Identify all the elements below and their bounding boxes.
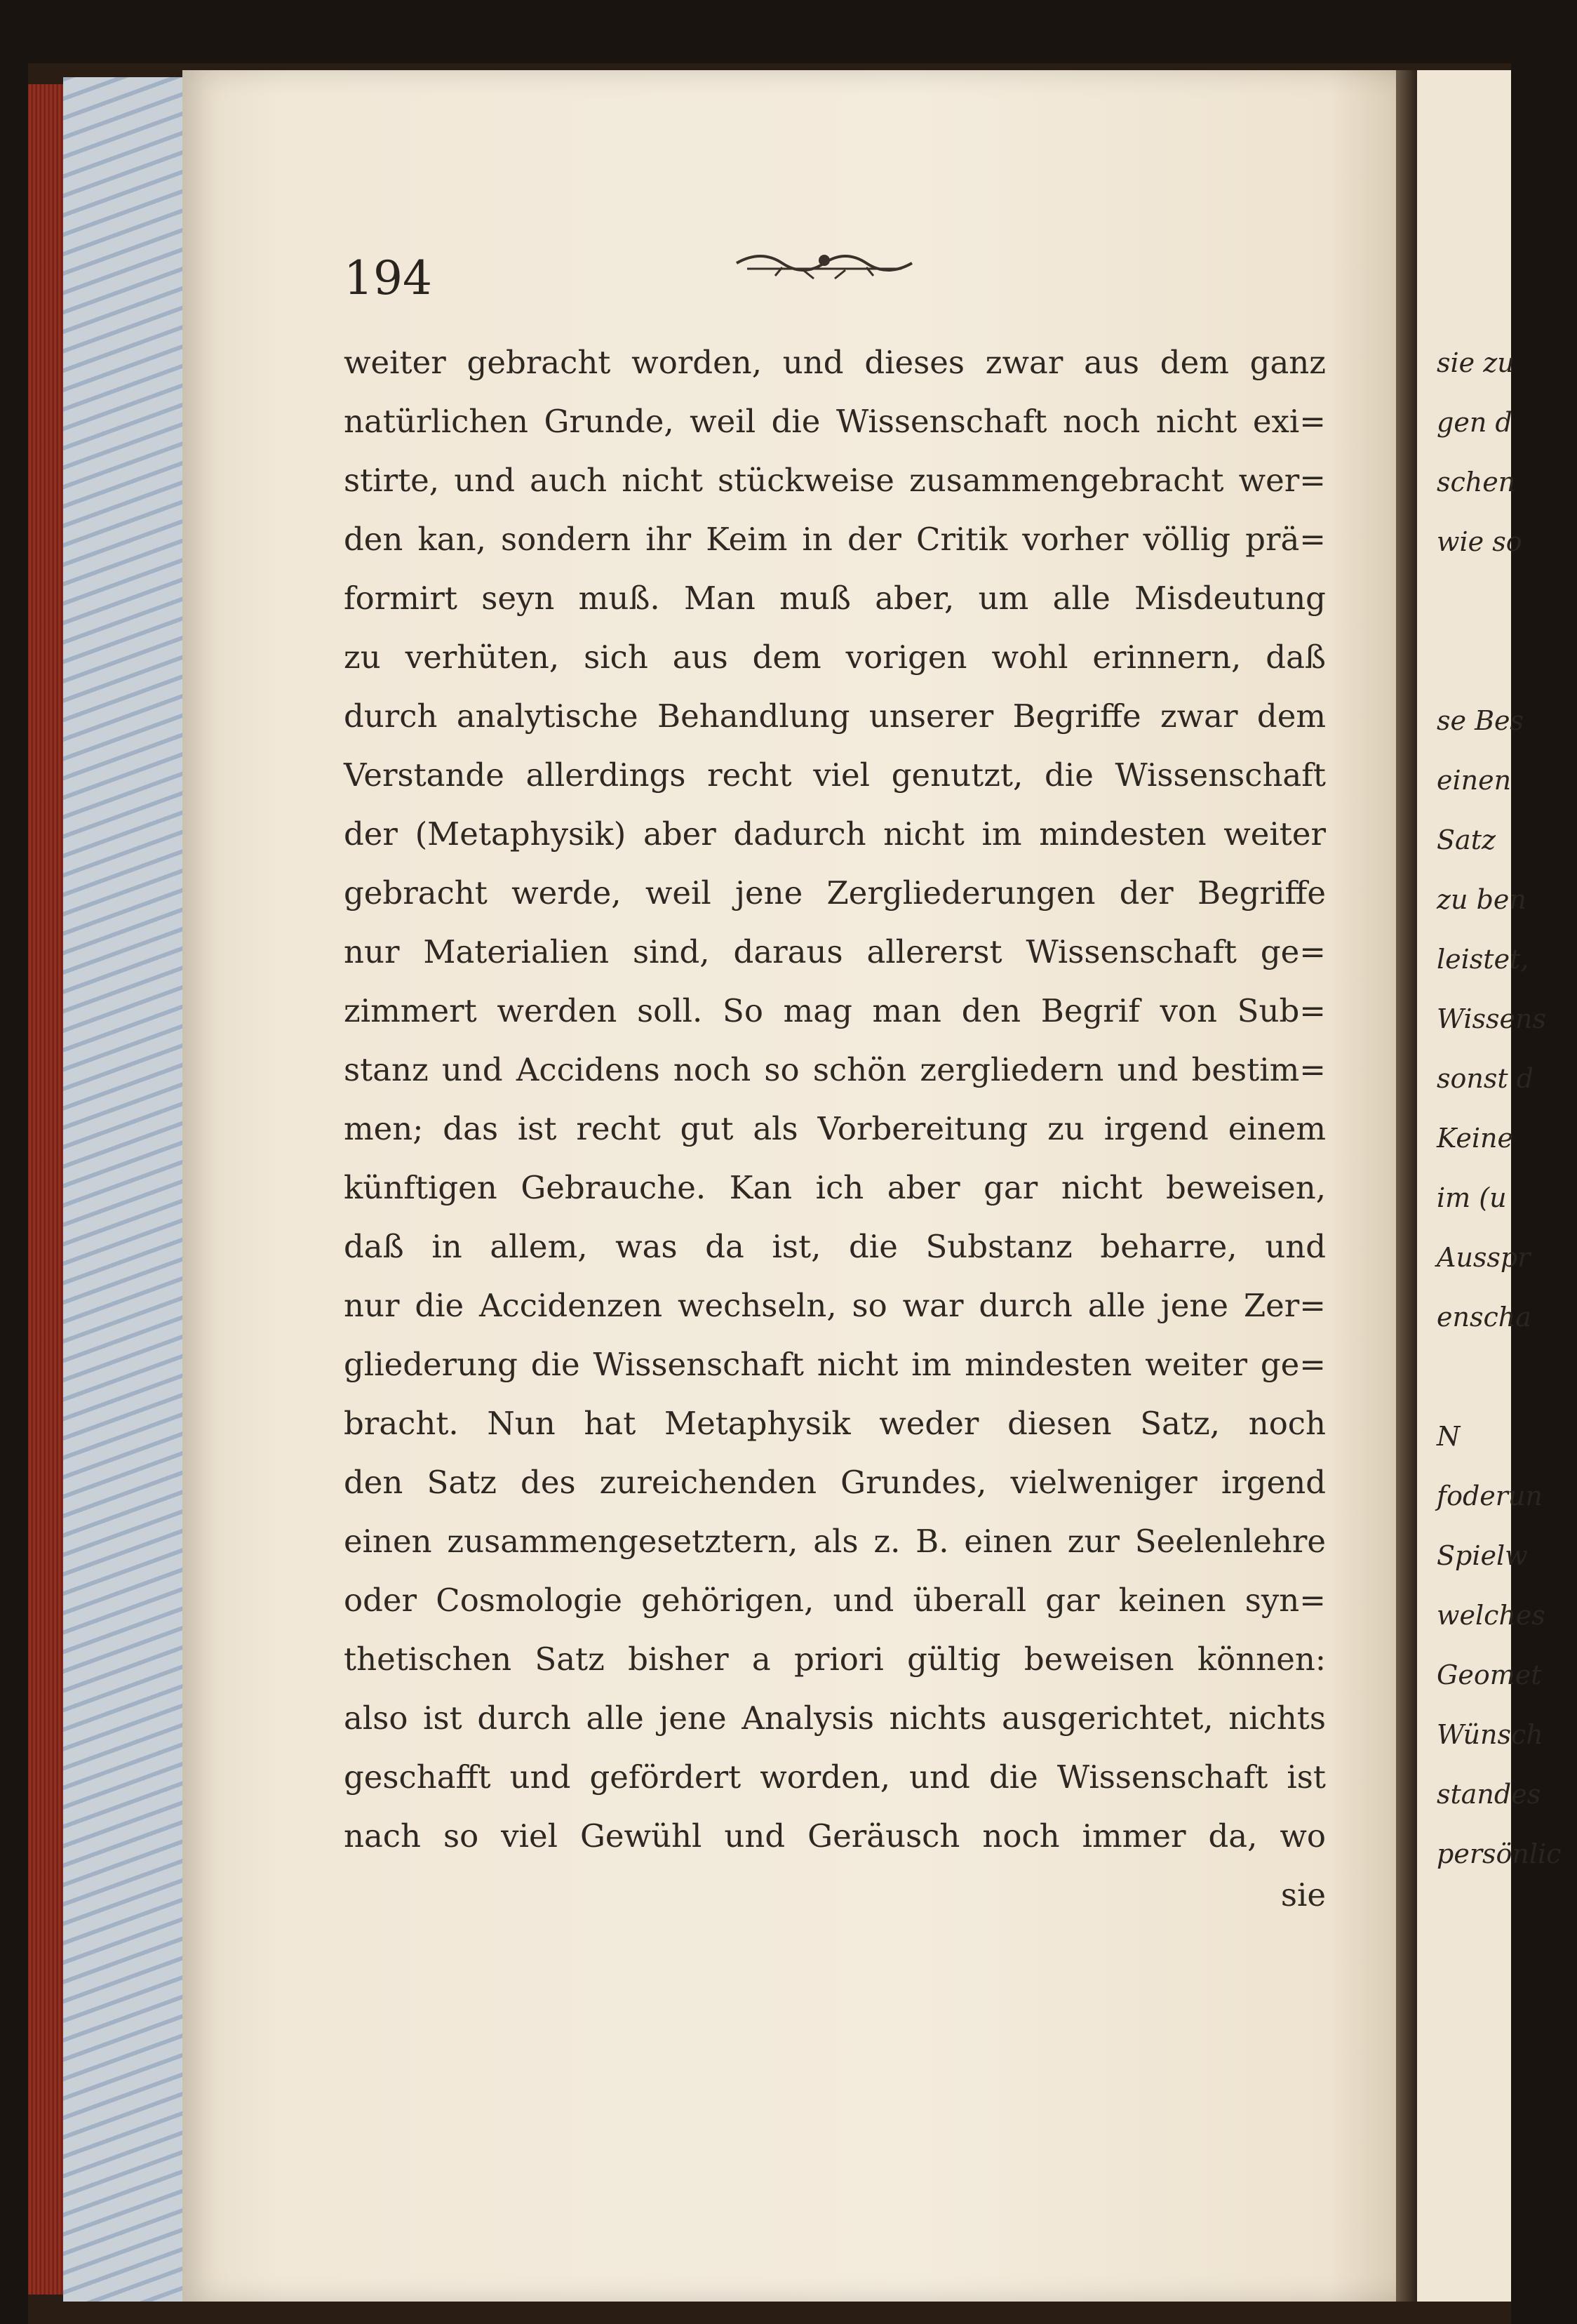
text-line: natürlichen Grunde, weil die Wissenschaft noch nicht exi= bbox=[344, 403, 1326, 440]
text-line: nur die Accidenzen wechseln, so war durch alle jene Zer= bbox=[344, 1287, 1326, 1324]
marbled-endpaper bbox=[63, 77, 182, 2302]
page-edge-red bbox=[28, 84, 63, 2295]
header-ornament-icon bbox=[733, 242, 915, 284]
next-page-line: foderun bbox=[1437, 1481, 1543, 1511]
next-page-line: Geomet bbox=[1437, 1659, 1542, 1690]
next-page-line: Spielw bbox=[1437, 1540, 1528, 1571]
next-page-line: gen d bbox=[1437, 407, 1512, 438]
text-line: weiter gebracht worden, und dieses zwar aus dem ganz bbox=[344, 344, 1326, 381]
text-line: den kan, sondern ihr Keim in der Critik vorher völlig prä= bbox=[344, 521, 1326, 558]
text-line: Verstande allerdings recht viel genutzt, die Wissenschaft bbox=[344, 756, 1326, 794]
text-line: stirte, und auch nicht stückweise zusammengebracht wer= bbox=[344, 462, 1326, 499]
text-line: einen zusammengesetztern, als z. B. einen zur Seelenlehre bbox=[344, 1523, 1326, 1560]
text-line: nach so viel Gewühl und Geräusch noch immer da, wo bbox=[344, 1817, 1326, 1855]
next-page-line: einen bbox=[1437, 765, 1512, 796]
next-page-line: Wünsch bbox=[1437, 1719, 1543, 1750]
next-page-line: Satz bbox=[1437, 824, 1496, 855]
text-line: geschafft und gefördert worden, und die Wissenschaft ist bbox=[344, 1758, 1326, 1796]
catchword: sie bbox=[1280, 1876, 1326, 1914]
next-page-line: sonst d bbox=[1437, 1063, 1534, 1094]
body-text bbox=[344, 333, 1326, 1925]
text-line: men; das ist recht gut als Vorbereitung zu irgend einem bbox=[344, 1110, 1326, 1147]
next-page-line: Ausspr bbox=[1437, 1242, 1531, 1273]
next-page-line: se Bes bbox=[1437, 705, 1524, 736]
text-line: zu verhüten, sich aus dem vorigen wohl erinnern, daß bbox=[344, 639, 1326, 676]
text-line: zimmert werden soll. So mag man den Begrif von Sub= bbox=[344, 992, 1326, 1029]
text-line: also ist durch alle jene Analysis nichts ausgerichtet, nichts bbox=[344, 1699, 1326, 1737]
text-line: daß in allem, was da ist, die Substanz beharre, und bbox=[344, 1228, 1326, 1265]
text-line: thetischen Satz bisher a priori gültig beweisen können: bbox=[344, 1641, 1326, 1678]
next-page-line: N bbox=[1437, 1421, 1461, 1452]
next-page-line: standes bbox=[1437, 1779, 1541, 1810]
next-page-line: wie so bbox=[1437, 526, 1522, 557]
text-line: gebracht werde, weil jene Zergliederungen der Begriffe bbox=[344, 874, 1326, 911]
next-page-line: sie zu bbox=[1437, 347, 1515, 378]
next-page-line: schen bbox=[1437, 467, 1516, 497]
page-number: 194 bbox=[344, 251, 432, 305]
next-page-line: leistet, bbox=[1437, 944, 1529, 975]
right-page-fragment bbox=[1417, 70, 1562, 2302]
next-page-line: Wissens bbox=[1437, 1003, 1547, 1034]
text-line: gliederung die Wissenschaft nicht im mindesten weiter ge= bbox=[344, 1346, 1326, 1383]
next-page-line: welches bbox=[1437, 1600, 1545, 1631]
text-line: der (Metaphysik) aber dadurch nicht im mindesten weiter bbox=[344, 815, 1326, 853]
book-gutter bbox=[1396, 70, 1417, 2302]
text-line: formirt seyn muß. Man muß aber, um alle Misdeutung bbox=[344, 580, 1326, 617]
next-page-line: im (u bbox=[1437, 1182, 1507, 1213]
text-line: bracht. Nun hat Metaphysik weder diesen Satz, noch bbox=[344, 1405, 1326, 1442]
next-page-line: zu ben bbox=[1437, 884, 1526, 915]
next-page-line: persönlic bbox=[1437, 1838, 1562, 1869]
next-page-line: enscha bbox=[1437, 1302, 1531, 1333]
text-line: stanz und Accidens noch so schön zergliedern und bestim= bbox=[344, 1051, 1326, 1088]
text-line: den Satz des zureichenden Grundes, vielweniger irgend bbox=[344, 1464, 1326, 1501]
text-line: künftigen Gebrauche. Kan ich aber gar nicht beweisen, bbox=[344, 1169, 1326, 1206]
text-line: nur Materialien sind, daraus allererst Wissenschaft ge= bbox=[344, 933, 1326, 970]
text-line: durch analytische Behandlung unserer Begriffe zwar dem bbox=[344, 697, 1326, 735]
next-page-line: Keine bbox=[1437, 1123, 1513, 1154]
text-line: oder Cosmologie gehörigen, und überall gar keinen syn= bbox=[344, 1582, 1326, 1619]
